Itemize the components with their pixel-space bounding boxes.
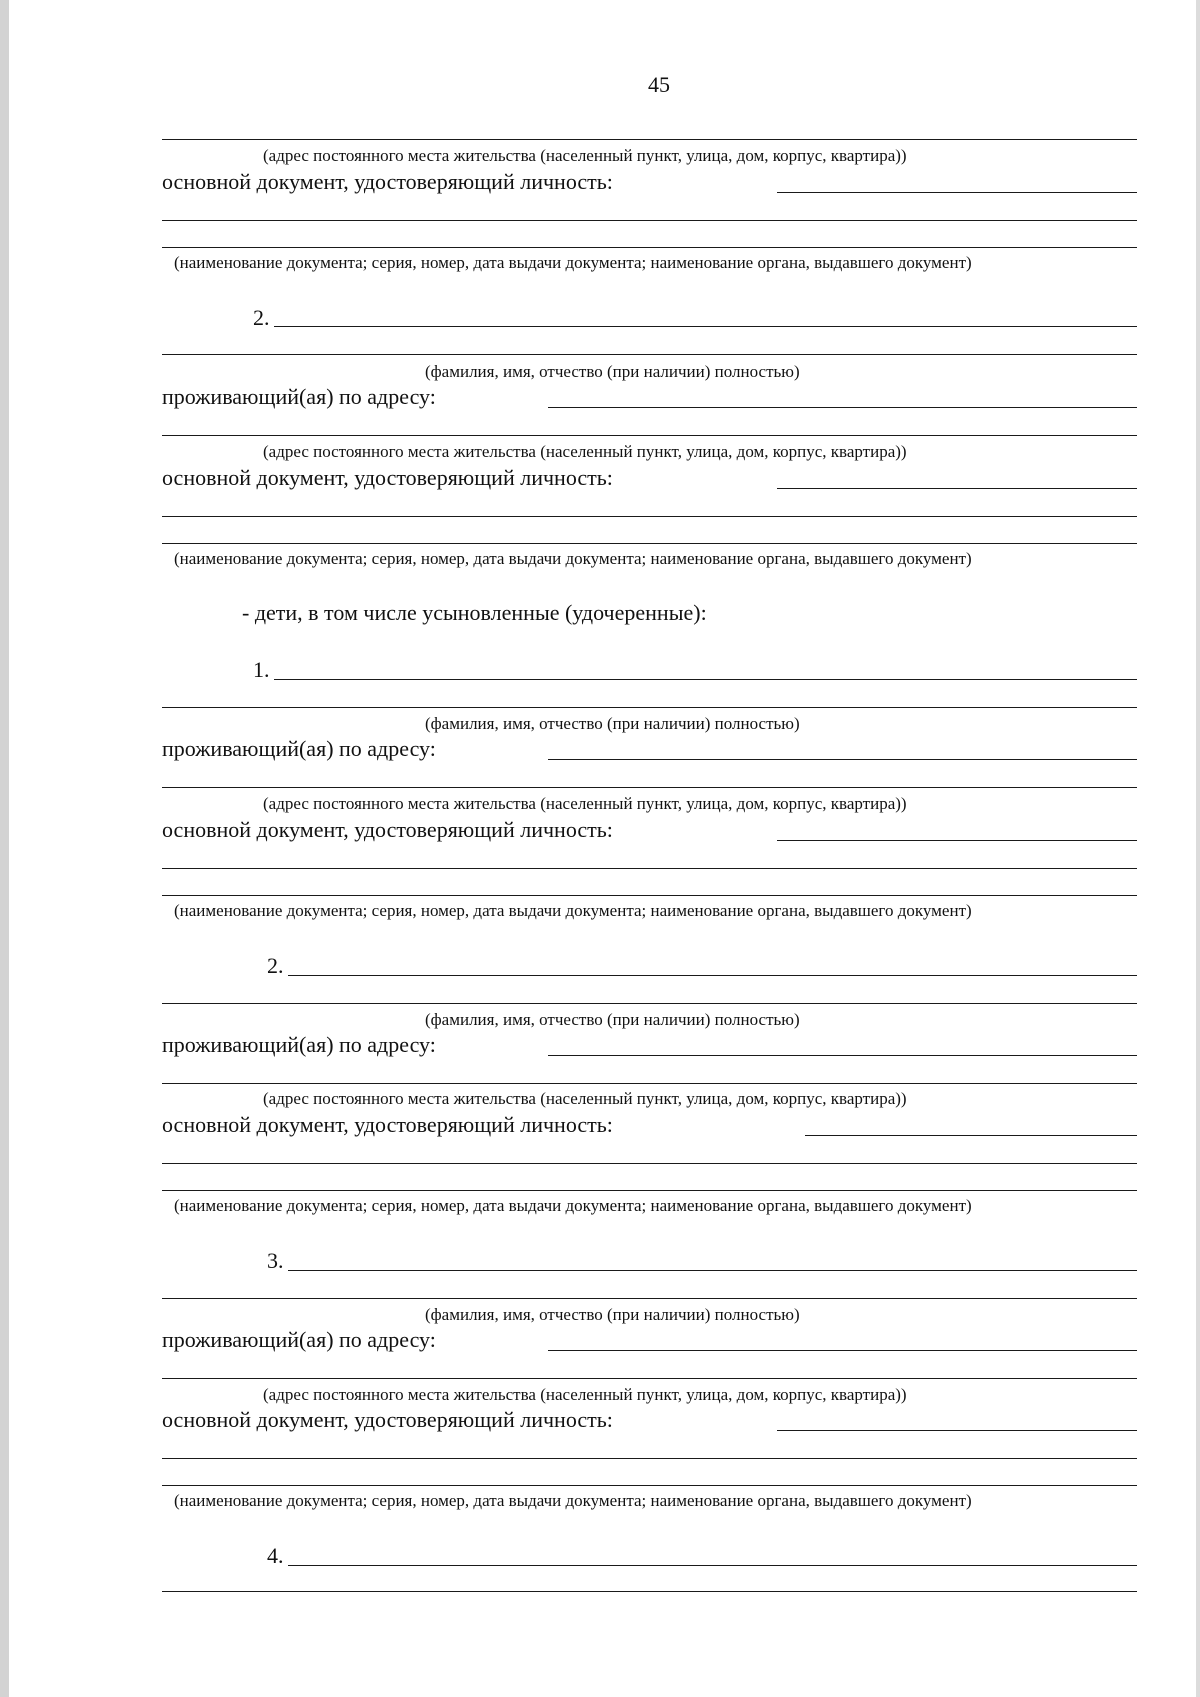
document-caption: (наименование документа; серия, номер, дата выдачи документа; наименование органа, выдавшего документ) xyxy=(174,549,972,568)
id-document-line[interactable] xyxy=(777,488,1137,489)
document-caption: (наименование документа; серия, номер, дата выдачи документа; наименование органа, выдавшего документ) xyxy=(174,901,972,920)
entry-number: 4. xyxy=(267,1543,284,1568)
full-name-line[interactable] xyxy=(288,975,1137,976)
page-number: 45 xyxy=(648,72,670,97)
full-name-line[interactable] xyxy=(288,1565,1137,1566)
id-document-line[interactable] xyxy=(162,1458,1137,1459)
full-name-line[interactable] xyxy=(274,679,1137,680)
id-document-line[interactable] xyxy=(162,220,1137,221)
children-header: - дети, в том числе усыновленные (удочеренные): xyxy=(242,600,707,625)
id-document-line[interactable] xyxy=(162,1163,1137,1164)
id-document-line[interactable] xyxy=(162,543,1137,544)
address-line[interactable] xyxy=(162,1378,1137,1379)
residing-label: проживающий(ая) по адресу: xyxy=(162,736,436,761)
id-document-label: основной документ, удостоверяющий личность: xyxy=(162,169,613,194)
id-document-label: основной документ, удостоверяющий личность: xyxy=(162,817,613,842)
name-caption: (фамилия, имя, отчество (при наличии) полностью) xyxy=(425,1305,800,1324)
full-name-line[interactable] xyxy=(162,1003,1137,1004)
id-document-line[interactable] xyxy=(777,192,1137,193)
address-line[interactable] xyxy=(162,1083,1137,1084)
id-document-line[interactable] xyxy=(777,1430,1137,1431)
document-caption: (наименование документа; серия, номер, дата выдачи документа; наименование органа, выдавшего документ) xyxy=(174,1196,972,1215)
id-document-line[interactable] xyxy=(777,840,1137,841)
id-document-line[interactable] xyxy=(162,1485,1137,1486)
address-line[interactable] xyxy=(162,139,1137,140)
address-line[interactable] xyxy=(548,1055,1137,1056)
entry-number: 2. xyxy=(267,953,284,978)
address-line[interactable] xyxy=(162,787,1137,788)
address-caption: (адрес постоянного места жительства (населенный пункт, улица, дом, корпус, квартира)) xyxy=(263,794,907,813)
residing-label: проживающий(ая) по адресу: xyxy=(162,1032,436,1057)
address-line[interactable] xyxy=(548,407,1137,408)
entry-number: 3. xyxy=(267,1248,284,1273)
entry-number: 2. xyxy=(253,305,270,330)
entry-number: 1. xyxy=(253,657,270,682)
document-caption: (наименование документа; серия, номер, дата выдачи документа; наименование органа, выдавшего документ) xyxy=(174,1491,972,1510)
document-caption: (наименование документа; серия, номер, дата выдачи документа; наименование органа, выдавшего документ) xyxy=(174,253,972,272)
address-line[interactable] xyxy=(548,1350,1137,1351)
id-document-line[interactable] xyxy=(162,868,1137,869)
id-document-label: основной документ, удостоверяющий личность: xyxy=(162,1407,613,1432)
full-name-line[interactable] xyxy=(274,326,1137,327)
full-name-line[interactable] xyxy=(162,354,1137,355)
id-document-line[interactable] xyxy=(162,1190,1137,1191)
residing-label: проживающий(ая) по адресу: xyxy=(162,1327,436,1352)
address-caption: (адрес постоянного места жительства (населенный пункт, улица, дом, корпус, квартира)) xyxy=(263,1385,907,1404)
name-caption: (фамилия, имя, отчество (при наличии) полностью) xyxy=(425,1010,800,1029)
scan-edge-left xyxy=(0,0,9,1697)
full-name-line[interactable] xyxy=(162,1591,1137,1592)
name-caption: (фамилия, имя, отчество (при наличии) полностью) xyxy=(425,362,800,381)
address-caption: (адрес постоянного места жительства (населенный пункт, улица, дом, корпус, квартира)) xyxy=(263,442,907,461)
id-document-label: основной документ, удостоверяющий личность: xyxy=(162,1112,613,1137)
residing-label: проживающий(ая) по адресу: xyxy=(162,384,436,409)
address-line[interactable] xyxy=(548,759,1137,760)
scan-edge-right xyxy=(1196,0,1200,1697)
address-caption: (адрес постоянного места жительства (населенный пункт, улица, дом, корпус, квартира)) xyxy=(263,1089,907,1108)
full-name-line[interactable] xyxy=(162,707,1137,708)
address-line[interactable] xyxy=(162,435,1137,436)
full-name-line[interactable] xyxy=(162,1298,1137,1299)
id-document-line[interactable] xyxy=(162,516,1137,517)
address-caption: (адрес постоянного места жительства (населенный пункт, улица, дом, корпус, квартира)) xyxy=(263,146,907,165)
id-document-line[interactable] xyxy=(805,1135,1137,1136)
full-name-line[interactable] xyxy=(288,1270,1137,1271)
id-document-label: основной документ, удостоверяющий личность: xyxy=(162,465,613,490)
name-caption: (фамилия, имя, отчество (при наличии) полностью) xyxy=(425,714,800,733)
id-document-line[interactable] xyxy=(162,895,1137,896)
id-document-line[interactable] xyxy=(162,247,1137,248)
